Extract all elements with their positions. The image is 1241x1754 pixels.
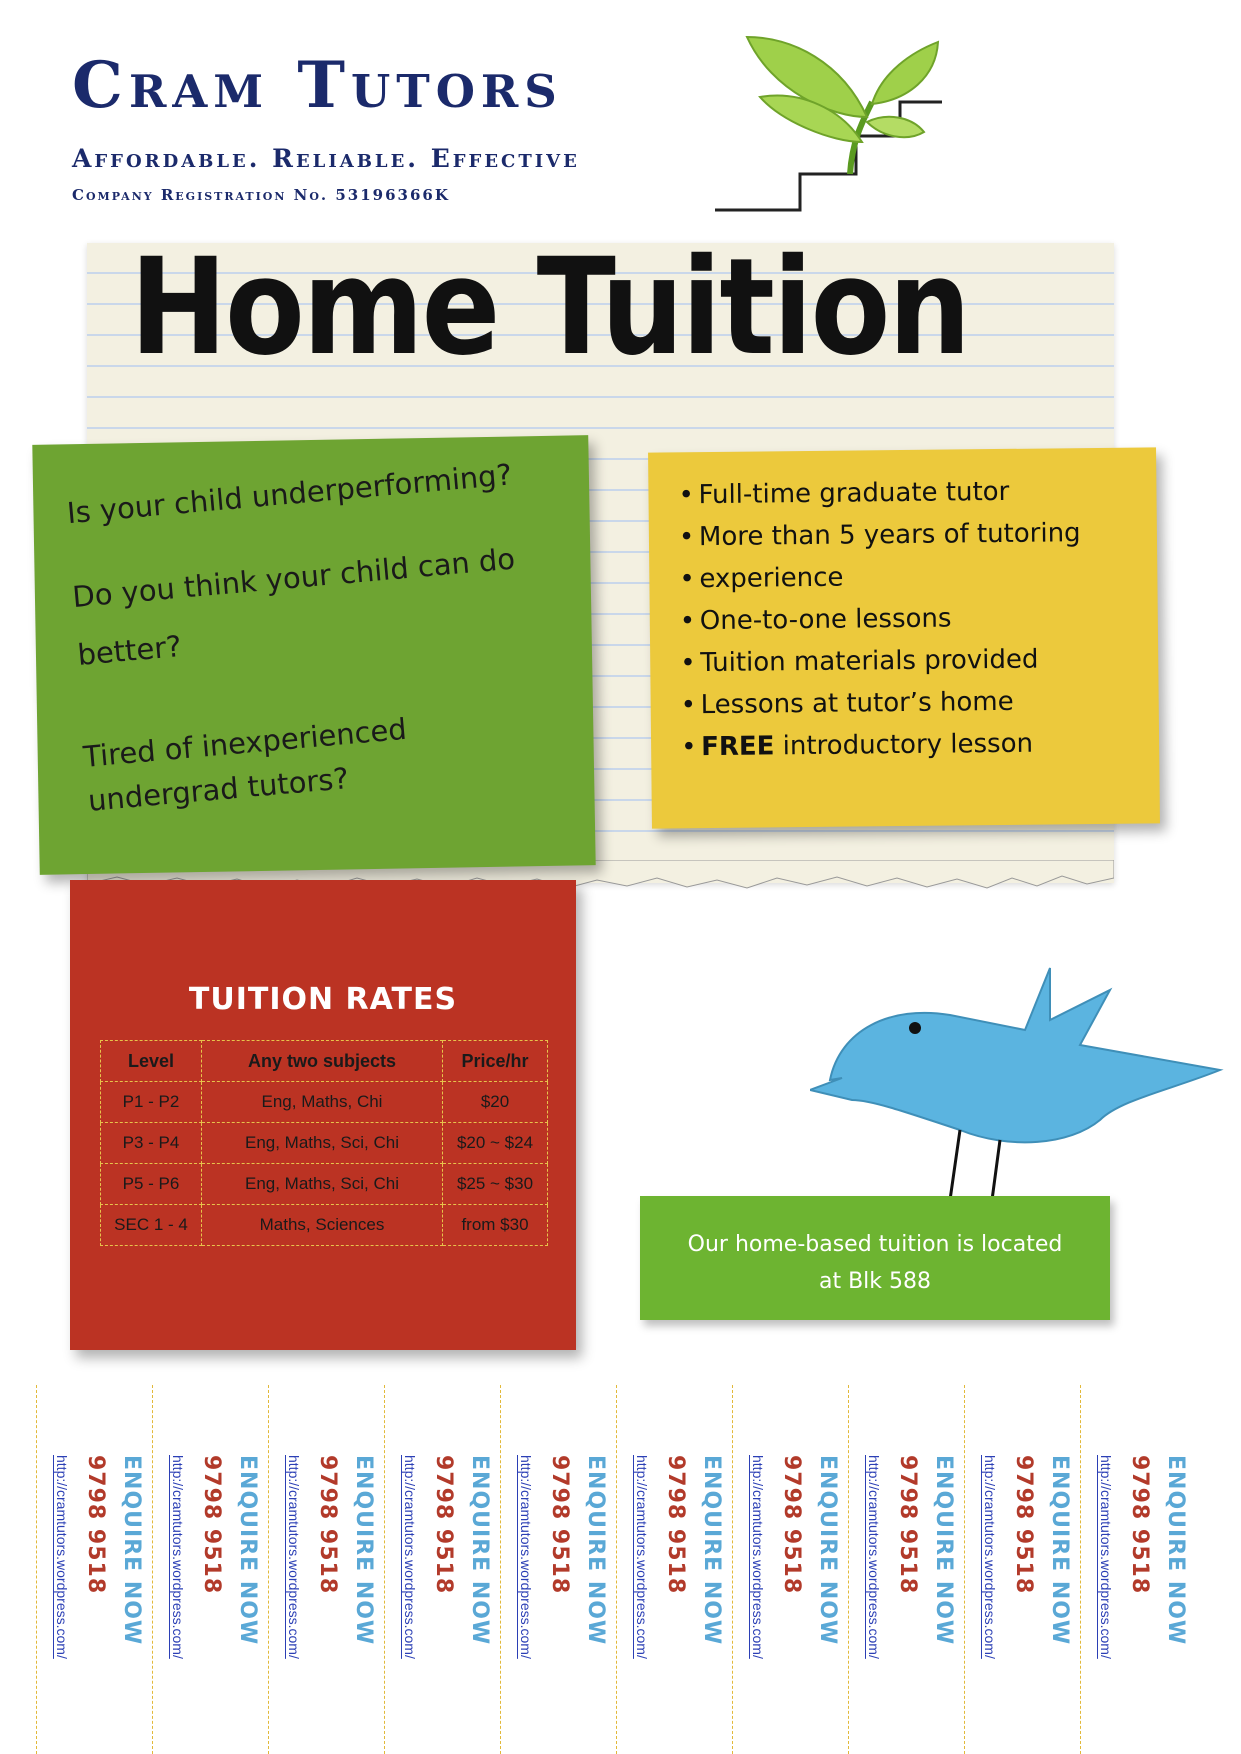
tear-off-tab <box>152 1385 268 1754</box>
location-line-2: at Blk 588 <box>818 1269 932 1294</box>
cell-level: SEC 1 - 4 <box>101 1205 202 1246</box>
cell-price: $20 ~ $24 <box>443 1123 548 1164</box>
tab-url[interactable]: http://cramtutors.wordpress.com/ <box>866 1455 882 1659</box>
brand-tagline: Affordable. Reliable. Effective <box>72 144 580 173</box>
tab-enquire: ENQUIRE NOW <box>583 1455 608 1646</box>
questions-note <box>32 435 595 875</box>
stairs-sprout-logo <box>712 22 952 222</box>
tab-url[interactable]: http://cramtutors.wordpress.com/ <box>634 1455 650 1659</box>
table-row <box>101 1205 548 1246</box>
tear-off-tab <box>848 1385 964 1754</box>
cell-price: $25 ~ $30 <box>443 1164 548 1205</box>
tuition-rates-card <box>70 880 576 1350</box>
bird-illustration <box>810 960 1230 1230</box>
tab-enquire: ENQUIRE NOW <box>119 1455 144 1646</box>
tab-enquire: ENQUIRE NOW <box>1047 1455 1072 1646</box>
tab-enquire: ENQUIRE NOW <box>467 1455 492 1646</box>
cell-subjects: Eng, Maths, Sci, Chi <box>202 1123 443 1164</box>
tab-enquire: ENQUIRE NOW <box>1163 1455 1188 1646</box>
tab-phone: 9798 9518 <box>895 1455 920 1595</box>
tab-phone: 9798 9518 <box>431 1455 456 1595</box>
tab-url[interactable]: http://cramtutors.wordpress.com/ <box>54 1455 70 1659</box>
cell-level: P3 - P4 <box>101 1123 202 1164</box>
location-text <box>640 1226 1110 1300</box>
tab-enquire: ENQUIRE NOW <box>699 1455 724 1646</box>
free-text: introductory lesson <box>774 728 1034 762</box>
tab-enquire: ENQUIRE NOW <box>815 1455 840 1646</box>
tab-url[interactable]: http://cramtutors.wordpress.com/ <box>1098 1455 1114 1659</box>
cell-subjects: Maths, Sciences <box>202 1205 443 1246</box>
rates-table <box>100 1040 548 1246</box>
question-inexperienced-tutors-cont: undergrad tutors? <box>86 761 351 818</box>
cell-subjects: Eng, Maths, Sci, Chi <box>202 1164 443 1205</box>
brand-title: Cram Tutors <box>72 48 563 123</box>
tab-phone: 9798 9518 <box>83 1455 108 1595</box>
tab-url[interactable]: http://cramtutors.wordpress.com/ <box>750 1455 766 1659</box>
question-inexperienced-tutors: Tired of inexperienced <box>81 711 408 774</box>
tab-url[interactable]: http://cramtutors.wordpress.com/ <box>286 1455 302 1659</box>
main-title: Home Tuition <box>130 230 969 386</box>
feature-item: • One-to-one lessons <box>680 596 1134 643</box>
tab-url[interactable]: http://cramtutors.wordpress.com/ <box>518 1455 534 1659</box>
feature-continuation-text: experience <box>699 562 844 595</box>
tab-enquire: ENQUIRE NOW <box>931 1455 956 1646</box>
tab-enquire: ENQUIRE NOW <box>351 1455 376 1646</box>
question-can-do-better: Do you think your child can do <box>71 541 517 615</box>
table-row <box>101 1164 548 1205</box>
cell-level: P1 - P2 <box>101 1082 202 1123</box>
tear-off-tab <box>384 1385 500 1754</box>
cell-price: $20 <box>443 1082 548 1123</box>
tear-off-tab <box>964 1385 1080 1754</box>
header-price: Price/hr <box>443 1041 548 1082</box>
header-level: Level <box>101 1041 202 1082</box>
free-label: FREE <box>700 731 775 763</box>
feature-item: • More than 5 years of tutoring <box>679 512 1133 559</box>
feature-item-continued <box>679 554 1133 601</box>
feature-item: • Tuition materials provided <box>680 638 1134 685</box>
tab-phone: 9798 9518 <box>1127 1455 1152 1595</box>
table-header-row <box>101 1041 548 1082</box>
question-can-do-better-cont: better? <box>76 629 183 673</box>
tab-phone: 9798 9518 <box>663 1455 688 1595</box>
rates-title: TUITION RATES <box>188 982 458 1017</box>
question-underperforming: Is your child underperforming? <box>65 457 514 531</box>
feature-item-free <box>681 722 1135 769</box>
tear-off-tab <box>500 1385 616 1754</box>
tear-off-tab <box>268 1385 384 1754</box>
tab-phone: 9798 9518 <box>199 1455 224 1595</box>
feature-list <box>648 447 1159 768</box>
tab-phone: 9798 9518 <box>1011 1455 1036 1595</box>
tab-enquire: ENQUIRE NOW <box>235 1455 260 1646</box>
cell-subjects: Eng, Maths, Chi <box>202 1082 443 1123</box>
cell-level: P5 - P6 <box>101 1164 202 1205</box>
header-subjects: Any two subjects <box>202 1041 443 1082</box>
feature-item: • Lessons at tutor’s home <box>680 680 1134 727</box>
table-row <box>101 1082 548 1123</box>
tab-url[interactable]: http://cramtutors.wordpress.com/ <box>982 1455 998 1659</box>
table-row <box>101 1123 548 1164</box>
tab-url[interactable]: http://cramtutors.wordpress.com/ <box>170 1455 186 1659</box>
tab-phone: 9798 9518 <box>547 1455 572 1595</box>
tear-off-tab <box>1080 1385 1196 1754</box>
tear-off-tab <box>616 1385 732 1754</box>
cell-price: from $30 <box>443 1205 548 1246</box>
tab-phone: 9798 9518 <box>779 1455 804 1595</box>
company-registration: Company Registration No. 53196366K <box>72 186 450 204</box>
tab-url[interactable]: http://cramtutors.wordpress.com/ <box>402 1455 418 1659</box>
features-note <box>648 447 1160 828</box>
tab-phone: 9798 9518 <box>315 1455 340 1595</box>
grass-location-card <box>640 1196 1110 1320</box>
tear-off-tab <box>732 1385 848 1754</box>
location-line-1: Our home-based tuition is located <box>687 1232 1063 1257</box>
tear-off-tab <box>36 1385 152 1754</box>
feature-item: • Full-time graduate tutor <box>678 470 1132 517</box>
